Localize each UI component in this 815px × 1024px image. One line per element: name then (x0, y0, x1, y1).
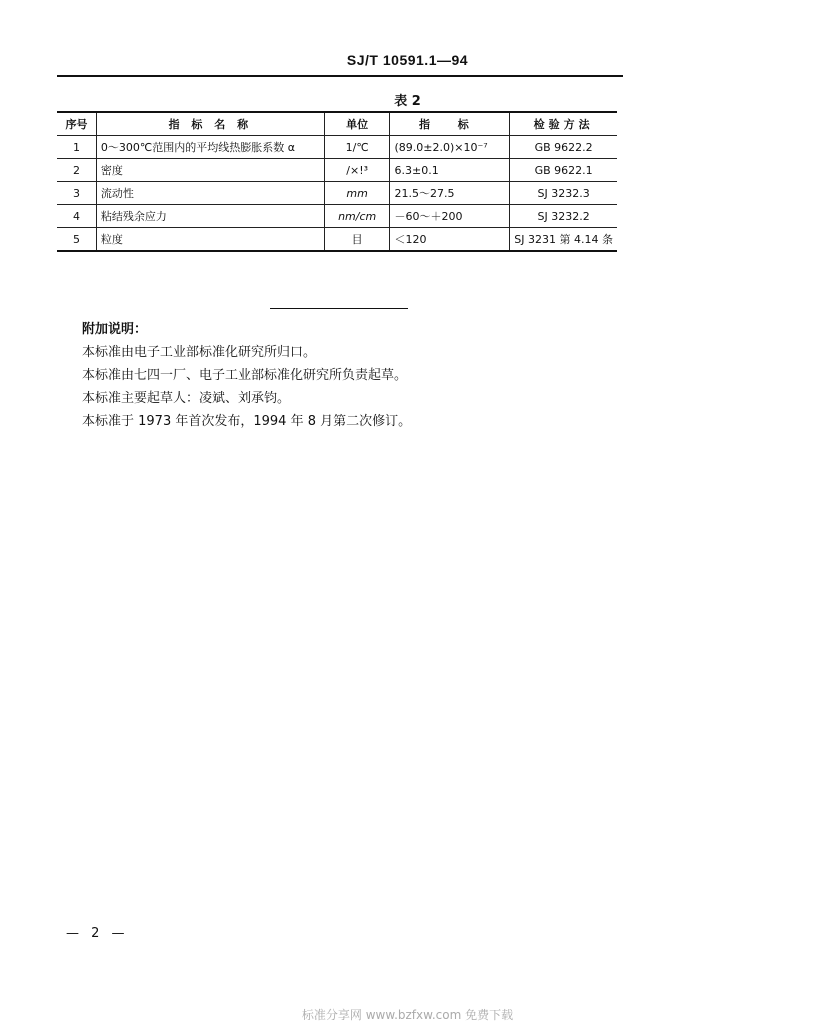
row-name: 0～300℃范围内的平均线热膨胀系数 α (96, 136, 324, 159)
col-header-method: 检验方法 (510, 112, 617, 136)
notes-line: 本标准于 1973 年首次发布，1994 年 8 月第二次修订。 (82, 414, 412, 429)
row-unit: mm (324, 182, 390, 205)
row-method: GB 9622.2 (510, 136, 617, 159)
row-unit: /×!³ (324, 159, 390, 182)
row-name: 粘结残余应力 (96, 205, 324, 228)
row-name: 密度 (96, 159, 324, 182)
row-value: (89.0±2.0)×10⁻⁷ (390, 136, 510, 159)
page-number: — 2 — (66, 926, 129, 941)
table-caption: 表 2 (394, 94, 421, 109)
row-no: 1 (57, 136, 96, 159)
table-row (57, 228, 617, 252)
row-value: 21.5～27.5 (390, 182, 510, 205)
header-rule (57, 75, 623, 77)
notes-line: 本标准由七四一厂、电子工业部标准化研究所负责起草。 (82, 368, 408, 383)
row-method: SJ 3231 第 4.14 条 (510, 228, 617, 252)
additional-notes (82, 318, 411, 433)
row-value: ＜120 (390, 228, 510, 252)
row-no: 5 (57, 228, 96, 252)
section-divider (270, 308, 408, 309)
notes-title: 附加说明： (82, 322, 148, 337)
table-row (57, 205, 617, 228)
notes-line: 本标准主要起草人：凌斌、刘承钧。 (82, 391, 291, 406)
row-name: 流动性 (96, 182, 324, 205)
row-value: 6.3±0.1 (390, 159, 510, 182)
col-header-name: 指 标 名 称 (96, 112, 324, 136)
row-unit: nm/cm (324, 205, 390, 228)
row-method: SJ 3232.2 (510, 205, 617, 228)
row-no: 4 (57, 205, 96, 228)
watermark: 标准分享网 www.bzfxw.com 免费下载 (301, 1008, 514, 1022)
row-unit: 目 (324, 228, 390, 252)
standard-code-header: SJ/T 10591.1—94 (346, 52, 469, 68)
table-header-row (57, 112, 617, 136)
table-row (57, 136, 617, 159)
row-method: SJ 3232.3 (510, 182, 617, 205)
row-no: 2 (57, 159, 96, 182)
spec-table (57, 111, 617, 252)
row-unit: 1/℃ (324, 136, 390, 159)
col-header-unit: 单位 (324, 112, 390, 136)
notes-line: 本标准由电子工业部标准化研究所归口。 (82, 345, 317, 360)
table-row (57, 159, 617, 182)
row-name: 粒度 (96, 228, 324, 252)
table-row (57, 182, 617, 205)
row-value: －60～＋200 (390, 205, 510, 228)
row-method: GB 9622.1 (510, 159, 617, 182)
row-no: 3 (57, 182, 96, 205)
col-header-value: 指 标 (390, 112, 510, 136)
col-header-no: 序号 (57, 112, 96, 136)
